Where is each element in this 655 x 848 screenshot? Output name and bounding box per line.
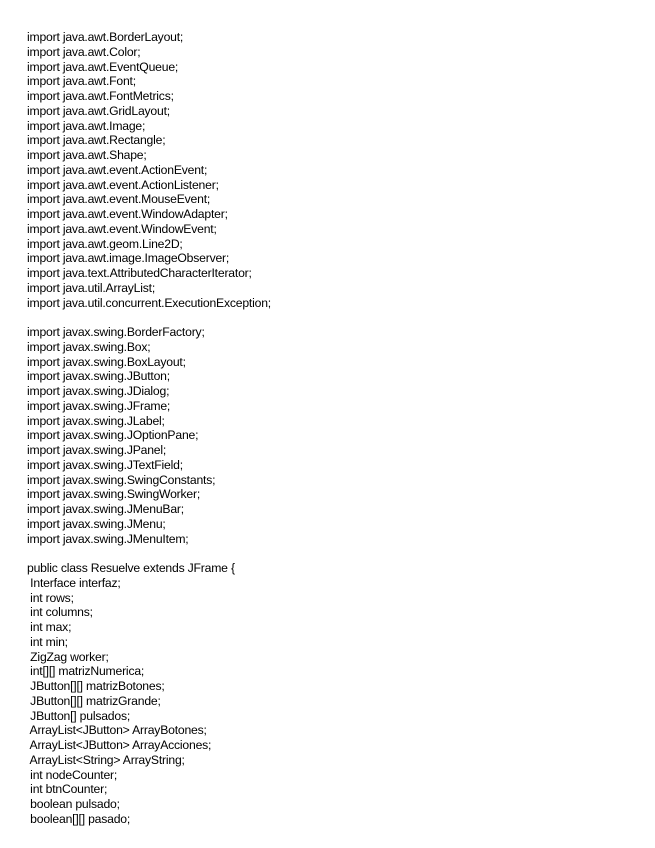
field-line: ArrayList<JButton> ArrayBotones; bbox=[27, 723, 207, 738]
field-line: ZigZag worker; bbox=[27, 649, 109, 664]
import-line: import java.awt.event.MouseEvent; bbox=[27, 192, 211, 207]
import-line: import java.awt.event.ActionListener; bbox=[27, 177, 219, 192]
import-line: import java.awt.GridLayout; bbox=[27, 103, 170, 118]
field-line: JButton[][] matrizBotones; bbox=[27, 679, 165, 693]
import-line: import java.awt.geom.Line2D; bbox=[27, 236, 183, 251]
import-line: import java.text.AttributedCharacterIterator; bbox=[27, 266, 252, 280]
import-line: import java.awt.BorderLayout; bbox=[27, 30, 184, 44]
import-line: import java.awt.event.WindowAdapter; bbox=[27, 207, 228, 221]
field-line: ArrayList<String> ArrayString; bbox=[27, 752, 185, 767]
import-line: import java.awt.event.WindowEvent; bbox=[27, 221, 217, 236]
field-line: boolean pulsado; bbox=[27, 797, 120, 811]
import-line: import java.util.concurrent.ExecutionException; bbox=[27, 295, 271, 310]
import-line: import java.awt.event.ActionEvent; bbox=[27, 162, 208, 177]
import-line: import java.util.ArrayList; bbox=[27, 280, 156, 295]
import-line: import javax.swing.JButton; bbox=[27, 369, 170, 384]
import-line: import javax.swing.SwingConstants; bbox=[27, 472, 216, 487]
import-line: import javax.swing.JLabel; bbox=[27, 413, 165, 428]
import-line: import javax.swing.JPanel; bbox=[27, 443, 167, 457]
field-line: int max; bbox=[27, 620, 72, 634]
import-line: import java.awt.Color; bbox=[27, 44, 141, 59]
import-line: import javax.swing.JMenu; bbox=[27, 516, 166, 531]
class-header-line: public class Resuelve extends JFrame { bbox=[27, 561, 235, 575]
field-line: ArrayList<JButton> ArrayAcciones; bbox=[27, 738, 212, 752]
import-line: import java.awt.EventQueue; bbox=[27, 59, 179, 74]
import-line: import javax.swing.SwingWorker; bbox=[27, 487, 201, 502]
field-line: JButton[][] matrizGrande; bbox=[27, 693, 161, 708]
blank-line bbox=[27, 546, 627, 561]
field-line: Interface interfaz; bbox=[27, 575, 121, 590]
import-line: import java.awt.Font; bbox=[27, 74, 136, 89]
source-code bbox=[27, 30, 627, 827]
import-line: import javax.swing.JFrame; bbox=[27, 398, 171, 413]
field-line: boolean[][] pasado; bbox=[27, 811, 131, 826]
import-line: import javax.swing.JOptionPane; bbox=[27, 428, 199, 443]
class-declaration-block bbox=[27, 561, 627, 827]
field-line: JButton[] pulsados; bbox=[27, 708, 131, 723]
import-line: import java.awt.image.ImageObserver; bbox=[27, 251, 230, 266]
import-line: import java.awt.Shape; bbox=[27, 148, 147, 162]
field-line: int[][] matrizNumerica; bbox=[27, 664, 145, 679]
import-line: import javax.swing.BoxLayout; bbox=[27, 354, 186, 369]
import-line: import java.awt.Rectangle; bbox=[27, 133, 166, 148]
import-line: import javax.swing.JTextField; bbox=[27, 457, 183, 472]
field-line: int btnCounter; bbox=[27, 782, 108, 797]
import-line: import javax.swing.JMenuItem; bbox=[27, 531, 189, 546]
import-line: import java.awt.Image; bbox=[27, 118, 146, 133]
import-line: import javax.swing.JDialog; bbox=[27, 384, 170, 398]
import-line: import java.awt.FontMetrics; bbox=[27, 89, 174, 103]
import-line: import javax.swing.JMenuBar; bbox=[27, 502, 184, 516]
swing-imports-block bbox=[27, 325, 627, 546]
field-line: int nodeCounter; bbox=[27, 767, 118, 782]
field-line: int columns; bbox=[27, 605, 93, 620]
blank-line bbox=[27, 310, 627, 325]
import-line: import javax.swing.Box; bbox=[27, 339, 151, 354]
field-line: int min; bbox=[27, 634, 68, 649]
import-line: import javax.swing.BorderFactory; bbox=[27, 325, 205, 339]
awt-imports-block bbox=[27, 30, 627, 310]
field-line: int rows; bbox=[27, 590, 74, 605]
